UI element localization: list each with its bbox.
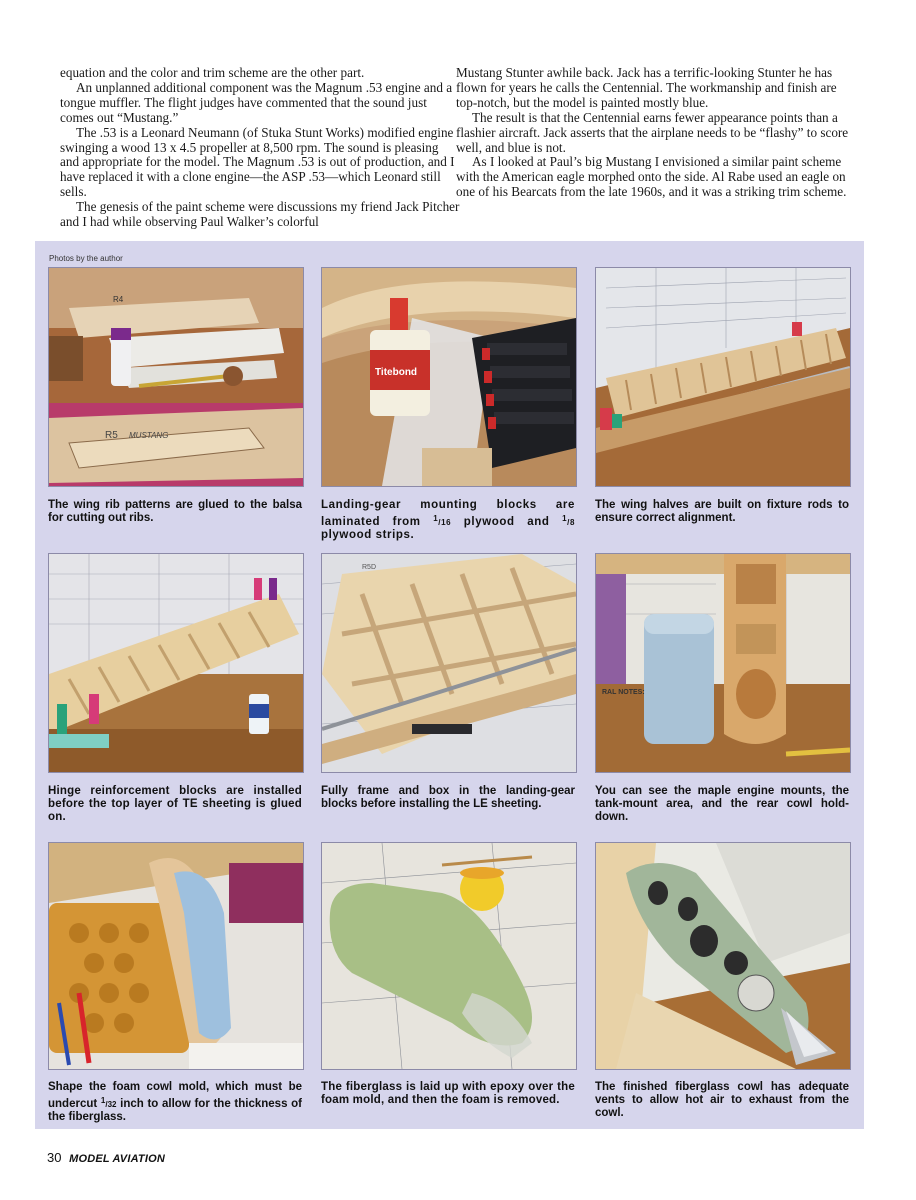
paragraph: equation and the color and trim scheme are the other part.	[60, 65, 365, 80]
photo-landing-gear-blocks	[321, 267, 577, 487]
caption: The finished fiberglass cowl has adequate vents to allow hot air to exhaust from the cowl.	[595, 1081, 849, 1120]
plan-note-label: RAL NOTES:	[602, 689, 645, 696]
photo-engine-mounts	[595, 553, 851, 773]
rib-label: MUSTANG	[129, 431, 169, 440]
photo-finished-cowl	[595, 842, 851, 1070]
paragraph: Mustang Stunter awhile back. Jack has a terrific-looking Stunter he has flown for years he calls the Centennial. The workmanship and finish are top-notch, but the model is painted mostly blue.	[456, 65, 837, 110]
caption: The wing halves are built on fixture rods to ensure correct alignment.	[595, 499, 849, 525]
paragraph: The genesis of the paint scheme were discussions my friend Jack Pitcher and I had while observing Paul Walker’s colorful	[60, 199, 460, 230]
page-folio	[47, 1150, 165, 1165]
caption: Fully frame and box in the landing-gear blocks before installing the LE sheeting.	[321, 785, 575, 811]
caption: Hinge reinforcement blocks are installed before the top layer of TE sheeting is glued on.	[48, 785, 302, 824]
svg-text:R5D: R5D	[362, 564, 377, 571]
photo-panel	[35, 241, 864, 1129]
photo-wing-rib-patterns	[48, 267, 304, 487]
caption: You can see the maple engine mounts, the tank-mount area, and the rear cowl hold-down.	[595, 785, 849, 824]
magazine-name: MODEL AVIATION	[69, 1153, 165, 1165]
article-column-left	[60, 66, 460, 230]
caption: The wing rib patterns are glued to the balsa for cutting out ribs.	[48, 499, 302, 525]
caption: Landing-gear mounting blocks are laminated from $^1$/16 plywood and $^1$/8 plywood strips.	[321, 499, 575, 542]
photo-hinge-reinforcement	[48, 553, 304, 773]
photo-foam-cowl-mold	[48, 842, 304, 1070]
caption: Shape the foam cowl mold, which must be undercut $^1$/32 inch to allow for the thickness of the fiberglass.	[48, 1081, 303, 1124]
glue-brand-label: Titebond	[375, 367, 418, 378]
article-column-right	[456, 66, 856, 200]
paragraph: The .53 is a Leonard Neumann (of Stuka Stunt Works) modified engine swinging a wood 13 x 4.5 propeller at 8,500 rpm. The sound is pleasing and appropriate for the model. The Magnum .53 is out of production, and I have replaced it with a clone engine—the ASP .53—which Leonard still sells.	[60, 124, 455, 200]
paragraph: As I looked at Paul’s big Mustang I envisioned a similar paint scheme with the American eagle morphed onto the side. Al Rabe used an eagle on one of his Bearcats from the late 1960s, and it was a striking trim scheme.	[456, 154, 847, 200]
photo-landing-gear-framing	[321, 553, 577, 773]
page-number: 30	[47, 1150, 62, 1165]
paragraph: The result is that the Centennial earns fewer appearance points than a flashier aircraft. Jack asserts that the airplane needs to be “flashy” to score well, and blue is not.	[456, 109, 849, 155]
photo-credit: Photos by the author	[49, 254, 123, 263]
photo-fiberglass-layup	[321, 842, 577, 1070]
rib-label: R5	[105, 430, 118, 441]
photo-wing-fixture-rods	[595, 267, 851, 487]
paragraph: An unplanned additional component was the Magnum .53 engine and a tongue muffler. The flight judges have commented that the sound just comes out “Mustang.”	[60, 79, 453, 125]
caption: The fiberglass is laid up with epoxy over the foam mold, and then the foam is removed.	[321, 1081, 575, 1107]
rib-label: R4	[113, 295, 124, 304]
